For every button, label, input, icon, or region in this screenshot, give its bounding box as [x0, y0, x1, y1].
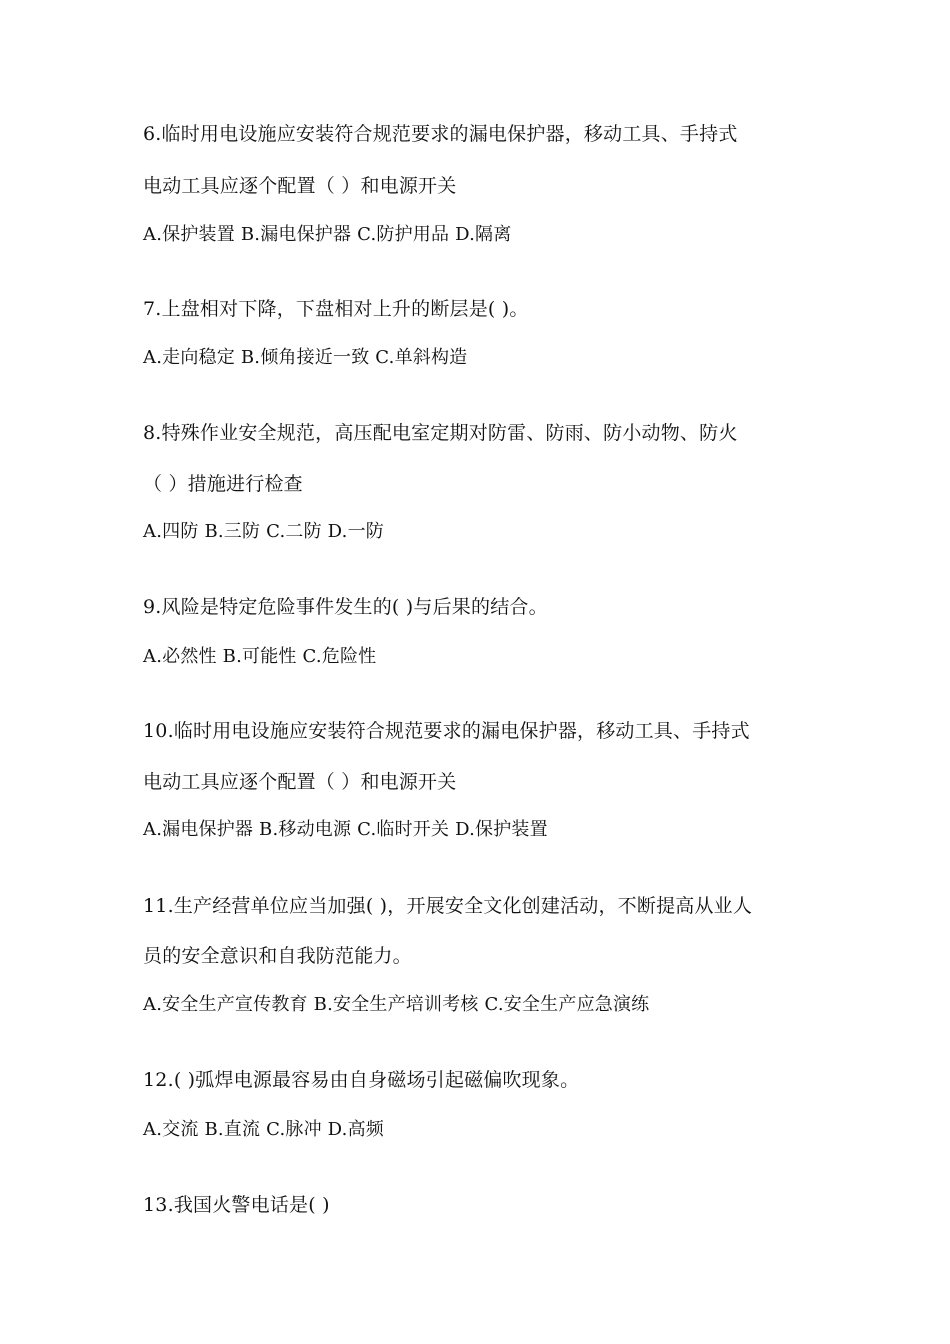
question-8-options: A.四防 B.三防 C.二防 D.一防 [143, 521, 384, 542]
question-12-stem-line-1: 12.( )弧焊电源最容易由自身磁场引起磁偏吹现象。 [143, 1069, 580, 1091]
question-10-stem-line-1: 10.临时用电设施应安装符合规范要求的漏电保护器，移动工具、手持式 [143, 720, 750, 742]
question-10-options: A.漏电保护器 B.移动电源 C.临时开关 D.保护装置 [143, 819, 548, 840]
question-11-stem-line-2: 员的安全意识和自我防范能力。 [143, 945, 412, 967]
question-8-stem-line-1: 8.特殊作业安全规范，高压配电室定期对防雷、防雨、防小动物、防火 [143, 422, 738, 444]
question-9-options: A.必然性 B.可能性 C.危险性 [143, 646, 377, 667]
question-6-stem-line-1: 6.临时用电设施应安装符合规范要求的漏电保护器，移动工具、手持式 [143, 123, 738, 145]
question-10-stem-line-2: 电动工具应逐个配置（ ）和电源开关 [143, 771, 457, 793]
question-6-options: A.保护装置 B.漏电保护器 C.防护用品 D.隔离 [143, 224, 512, 245]
question-12-options: A.交流 B.直流 C.脉冲 D.高频 [143, 1119, 384, 1140]
question-7-options: A.走向稳定 B.倾角接近一致 C.单斜构造 [143, 347, 468, 368]
question-8-stem-line-2: （ ）措施进行检查 [143, 473, 303, 495]
question-6-stem-line-2: 电动工具应逐个配置（ ）和电源开关 [143, 175, 457, 197]
question-13-stem-line-1: 13.我国火警电话是( ) [143, 1194, 330, 1216]
question-7-stem-line-1: 7.上盘相对下降，下盘相对上升的断层是( )。 [143, 298, 529, 320]
question-9-stem-line-1: 9.风险是特定危险事件发生的( )与后果的结合。 [143, 596, 548, 618]
question-11-options: A.安全生产宣传教育 B.安全生产培训考核 C.安全生产应急演练 [143, 994, 650, 1015]
question-11-stem-line-1: 11.生产经营单位应当加强( )，开展安全文化创建活动，不断提高从业人 [143, 895, 753, 917]
